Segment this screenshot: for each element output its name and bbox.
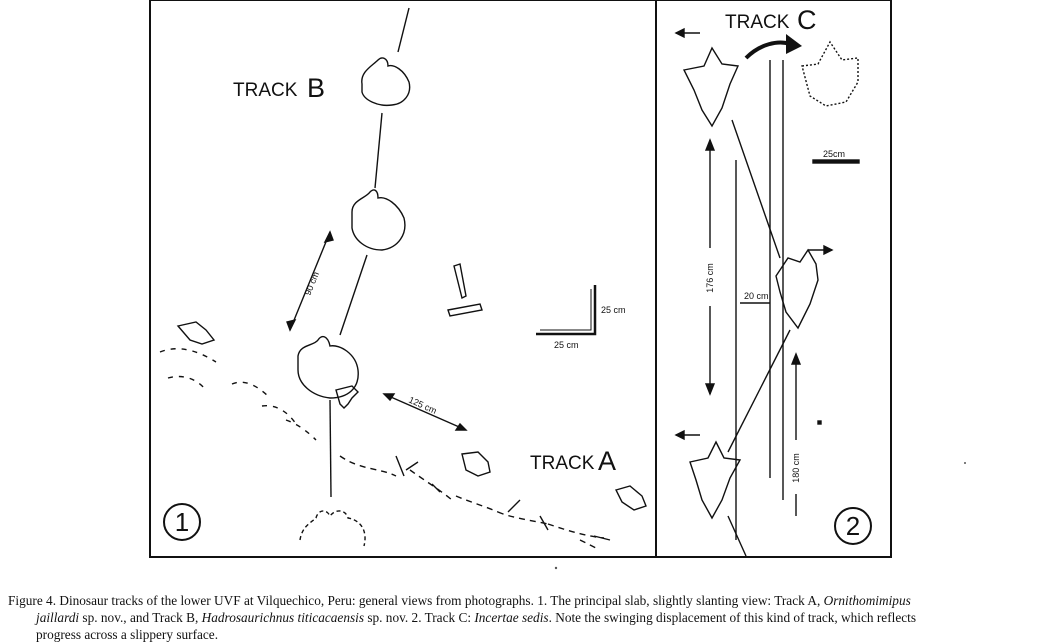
panel-2-number: 2	[845, 511, 861, 541]
track-b-footprint	[362, 58, 410, 105]
measure-20cm-label: 20 cm	[744, 291, 769, 301]
caption-species-name: jaillardi	[36, 610, 80, 625]
track-a-footprint	[178, 322, 214, 344]
track-c-footprint	[802, 42, 858, 106]
caption-text: sp. nov., and Track B,	[79, 610, 202, 625]
track-a-footprint	[462, 452, 490, 476]
measure-90cm-arrowhead	[325, 232, 333, 242]
measure-180cm-label: 180 cm	[791, 453, 801, 483]
caption-species-name: Ornithomimipus	[823, 593, 911, 608]
measure-125cm-label: 125 cm	[407, 394, 439, 416]
hammer-icon	[448, 264, 482, 316]
caption-line-2	[8, 609, 1038, 626]
track-c-trackway-line	[732, 120, 780, 258]
measure-176cm-arrowhead	[706, 140, 714, 150]
caption-text: sp. nov. 2. Track C:	[364, 610, 475, 625]
caption-line-3: progress across a slippery surface.	[36, 627, 219, 642]
track-b-footprint	[352, 190, 405, 250]
direction-arrowhead	[824, 246, 832, 254]
curved-arrow	[746, 43, 790, 58]
caption-text: Figure 4. Dinosaur tracks of the lower UVF at Vilquechico, Peru: general views from photographs. 1. The principal slab, slightly slanting view: Track A,	[8, 593, 824, 608]
curved-arrow-head	[786, 34, 802, 54]
track-b-letter: B	[307, 73, 326, 103]
track-b-trackway-line	[330, 400, 331, 497]
measure-125cm-arrowhead	[456, 424, 466, 430]
measure-176cm-arrowhead	[706, 384, 714, 394]
track-c-label: TRACK	[725, 12, 790, 33]
speck	[964, 462, 966, 464]
surface-marks	[160, 349, 316, 440]
track-b-footprint	[300, 511, 365, 546]
measure-125cm-arrowhead	[384, 394, 394, 400]
caption-line-1	[8, 592, 1038, 609]
scale-label: 25cm	[823, 149, 846, 159]
measure-90cm-arrowhead	[287, 320, 295, 330]
measure-180cm-arrowhead	[792, 354, 800, 364]
track-b-trackway-line	[340, 255, 367, 335]
track-c-letter: C	[797, 5, 817, 35]
direction-arrowhead	[676, 431, 684, 439]
scale-vertical-label: 25 cm	[601, 305, 626, 315]
figure-caption	[8, 592, 1038, 643]
direction-arrowhead	[676, 29, 684, 37]
measure-176cm-label: 176 cm	[705, 263, 715, 293]
track-b-footprint	[298, 337, 358, 398]
measure-90cm-label: 90 cm	[302, 270, 322, 297]
measure-125cm-line	[384, 394, 466, 430]
track-a-footprint	[616, 486, 646, 510]
track-a-label: TRACK	[530, 453, 595, 474]
track-c-trackway-line	[728, 516, 746, 556]
track-b-trackway-line	[375, 113, 382, 188]
track-b-label: TRACK	[233, 80, 298, 101]
caption-text: . Note the swinging displacement of this kind of track, which reflects	[548, 610, 916, 625]
track-c-footprint	[690, 442, 740, 518]
speck	[555, 567, 557, 569]
scale-bar	[813, 160, 859, 163]
track-c-footprint	[684, 48, 738, 126]
scale-bar-l	[536, 285, 595, 334]
panel-1-number: 1	[174, 507, 190, 537]
scale-bar-l	[540, 289, 591, 330]
track-b-trackway-line	[398, 8, 409, 52]
caption-species-name: Incertae sedis	[474, 610, 549, 625]
scale-horizontal-label: 25 cm	[554, 340, 579, 350]
caption-species-name: Hadrosaurichnus titicacaensis	[201, 610, 365, 625]
scale-dot	[818, 421, 821, 424]
track-a-letter: A	[598, 446, 617, 476]
track-c-trackway-line	[728, 330, 790, 452]
